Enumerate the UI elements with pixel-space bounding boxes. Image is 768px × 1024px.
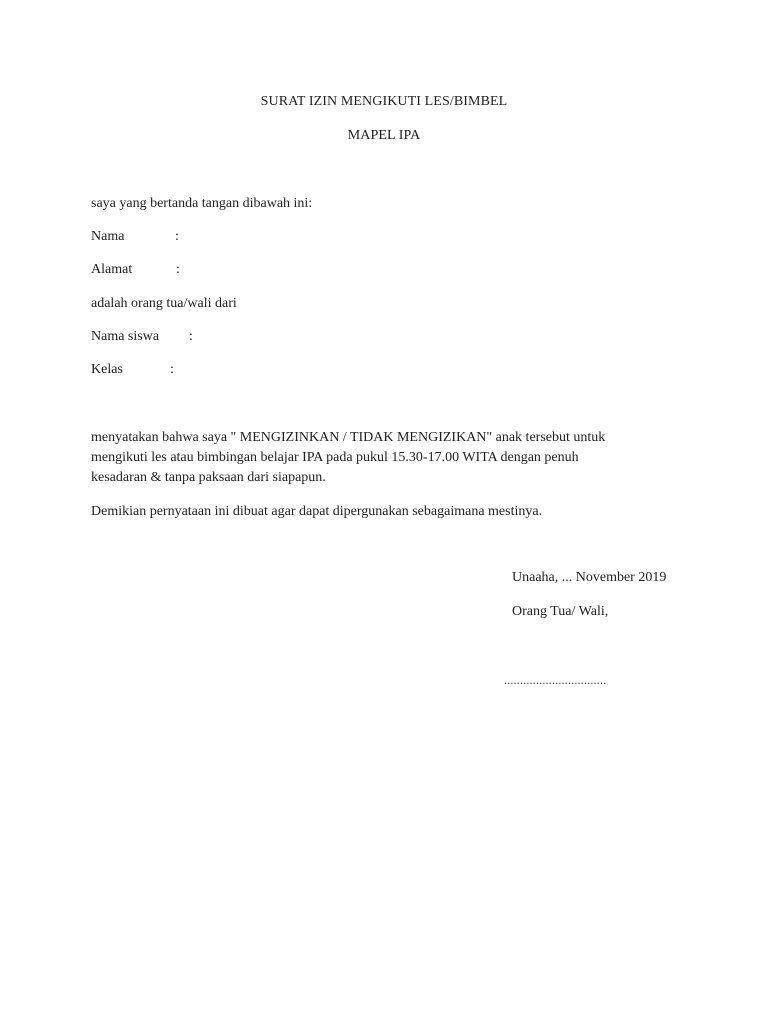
field-colon-nama-siswa: : xyxy=(189,329,193,344)
letter-subtitle: MAPEL IPA xyxy=(347,128,421,143)
statement-line: kesadaran & tanpa paksaan dari siapapun. xyxy=(91,470,326,485)
field-colon-kelas: : xyxy=(170,362,174,377)
field-colon-alamat: : xyxy=(176,262,180,277)
statement-line: mengikuti les atau bimbingan belajar IPA pada pukul 15.30-17.00 WITA dengan penuh xyxy=(91,450,579,465)
field-label-nama: Nama xyxy=(91,229,125,244)
closing-text: Demikian pernyataan ini dibuat agar dapat dipergunakan sebagaimana mestinya. xyxy=(91,504,543,519)
place-date: Unaaha, ... November 2019 xyxy=(512,570,667,585)
letter-title: SURAT IZIN MENGIKUTI LES/BIMBEL xyxy=(260,94,508,109)
field-label-nama-siswa: Nama siswa xyxy=(91,329,160,344)
intro-text: saya yang bertanda tangan dibawah ini: xyxy=(91,196,313,211)
field-label-kelas: Kelas xyxy=(91,362,123,377)
parent-of-text: adalah orang tua/wali dari xyxy=(91,296,237,311)
statement-paragraph xyxy=(91,428,671,488)
field-label-alamat: Alamat xyxy=(91,262,133,277)
signature-line: ................................ xyxy=(504,673,607,687)
field-colon-nama: : xyxy=(175,229,179,244)
statement-line: menyatakan bahwa saya " MENGIZINKAN / TIDAK MENGIZIKAN" anak tersebut untuk xyxy=(91,430,606,445)
signatory-label: Orang Tua/ Wali, xyxy=(512,604,609,619)
